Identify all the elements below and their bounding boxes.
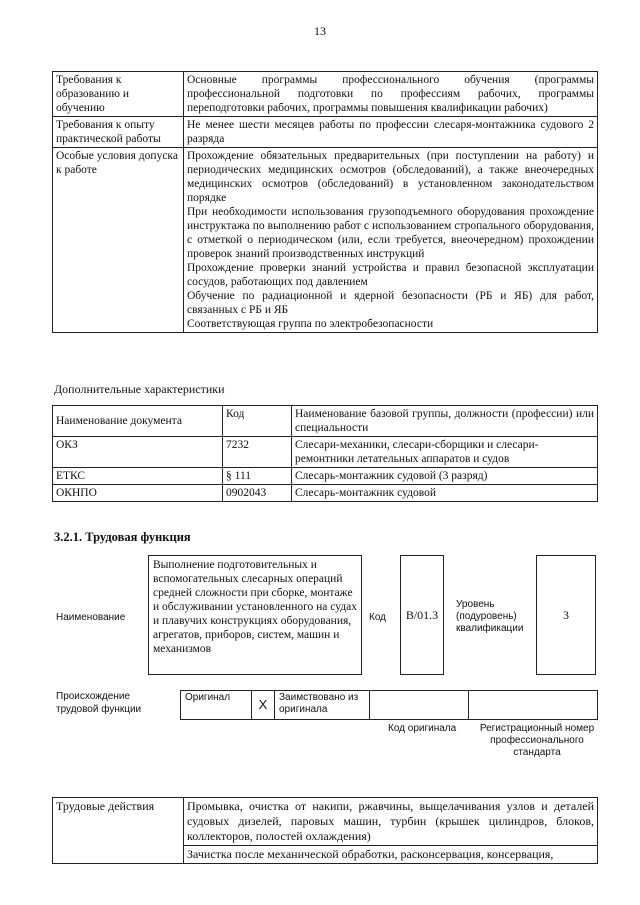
requirement-label: Требования к опыту практической работы xyxy=(53,117,184,148)
requirement-value-line: Не менее шести месяцев работы по профессии слесаря-монтажника судового 2 разряда xyxy=(187,119,594,145)
column-header: Наименование базовой группы, должности (профессии) или специальности xyxy=(292,406,598,437)
additional-characteristics-table xyxy=(52,405,598,502)
labor-actions-table xyxy=(52,797,598,864)
table-row xyxy=(53,437,598,468)
column-header: Код xyxy=(223,406,292,437)
table-cell: ОКНПО xyxy=(53,485,223,502)
column-header: Наименование документа xyxy=(53,406,223,437)
requirement-value-line: Основные программы профессионального обучения (программы профессиональной подготовки по профессиям рабочих, программы переподготовки рабочих, программы повышения квалификации рабочих) xyxy=(187,74,594,114)
function-code-box: B/01.3 xyxy=(400,555,444,675)
function-origin-block xyxy=(52,690,598,760)
table-row xyxy=(53,72,598,117)
requirement-label: Особые условия допуска к работе xyxy=(53,148,184,333)
requirement-value-line: Обучение по радиационной и ядерной безопасности (РБ и ЯБ) для работ, связанных с РБ и ЯБ xyxy=(187,290,594,316)
table-row xyxy=(53,117,598,148)
original-code-cell xyxy=(370,691,469,720)
additional-characteristics-title: Дополнительные характеристики xyxy=(54,382,225,396)
requirement-value xyxy=(184,72,598,117)
original-label: Оригинал xyxy=(181,691,252,720)
table-cell: ЕТКС xyxy=(53,468,223,485)
requirement-value-line: Прохождение обязательных предварительных (при поступлении на работу) и периодических медицинских осмотров (обследований), а также внеочередных медицинских осмотров (обследований) в установленном законодательством порядке xyxy=(187,150,594,204)
original-mark: X xyxy=(252,691,275,720)
table-cell: 7232 xyxy=(223,437,292,468)
table-cell: 0902043 xyxy=(223,485,292,502)
borrowed-label: Заимствовано из оригинала xyxy=(275,691,370,720)
table-row xyxy=(53,798,598,846)
page-number: 13 xyxy=(314,24,326,38)
registration-number-caption: Регистрационный номер профессионального стандарта xyxy=(479,723,595,758)
name-label: Наименование xyxy=(56,612,126,623)
table-cell: Слесарь-монтажник судовой xyxy=(292,485,598,502)
table-cell: Слесарь-монтажник судовой (3 разряд) xyxy=(292,468,598,485)
actions-label: Трудовые действия xyxy=(53,798,184,864)
table-row xyxy=(53,468,598,485)
origin-table xyxy=(180,690,598,720)
requirements-table xyxy=(52,71,598,333)
requirement-value-line: При необходимости использования грузоподъемного оборудования прохождение инструктажа по выполнению работ с использованием стропального оборудования, с отметкой о периодическом (или, если требуется, внеочередном) прохождении проверок знаний производственных инструкций xyxy=(187,206,594,260)
requirement-value-line: Соответствующая группа по электробезопасности xyxy=(187,318,434,330)
table-row xyxy=(181,691,598,720)
table-header-row xyxy=(53,406,598,437)
requirement-label: Требования к образованию и обучению xyxy=(53,72,184,117)
table-cell: § 111 xyxy=(223,468,292,485)
table-cell: ОКЗ xyxy=(53,437,223,468)
code-label: Код xyxy=(369,612,387,623)
table-row xyxy=(53,485,598,502)
section-title: 3.2.1. Трудовая функция xyxy=(54,530,191,544)
action-item: Зачистка после механической обработки, расконсервация, консервация, xyxy=(184,846,598,864)
origin-label: Происхождение трудовой функции xyxy=(56,691,142,715)
requirement-value-line: Прохождение проверки знаний устройства и правил безопасной эксплуатации сосудов, работающих под давлением xyxy=(187,262,594,288)
original-code-caption: Код оригинала xyxy=(388,723,457,734)
table-cell: Слесари-механики, слесари-сборщики и слесари-ремонтники летательных аппаратов и судов xyxy=(292,437,598,468)
registration-number-cell xyxy=(469,691,598,720)
requirement-value xyxy=(184,117,598,148)
requirement-value xyxy=(184,148,598,333)
qualification-level-box: 3 xyxy=(536,555,596,675)
table-row xyxy=(53,148,598,333)
function-name-box: Выполнение подготовительных и вспомогательных слесарных операций средней сложности при сборке, монтаже и обслуживании установленного на судах и плавучих конструкциях оборудования, агрегатов, приборов, систем, машин и механизмов xyxy=(148,555,362,675)
action-item: Промывка, очистка от накипи, ржавчины, выщелачивания узлов и деталей судовых дизелей, паровых машин, турбин (крышек цилиндров, блоков, коллекторов, полостей охлаждения) xyxy=(184,798,598,846)
labor-function-block xyxy=(52,555,598,677)
level-label: Уровень (подуровень) квалификации xyxy=(456,599,524,634)
